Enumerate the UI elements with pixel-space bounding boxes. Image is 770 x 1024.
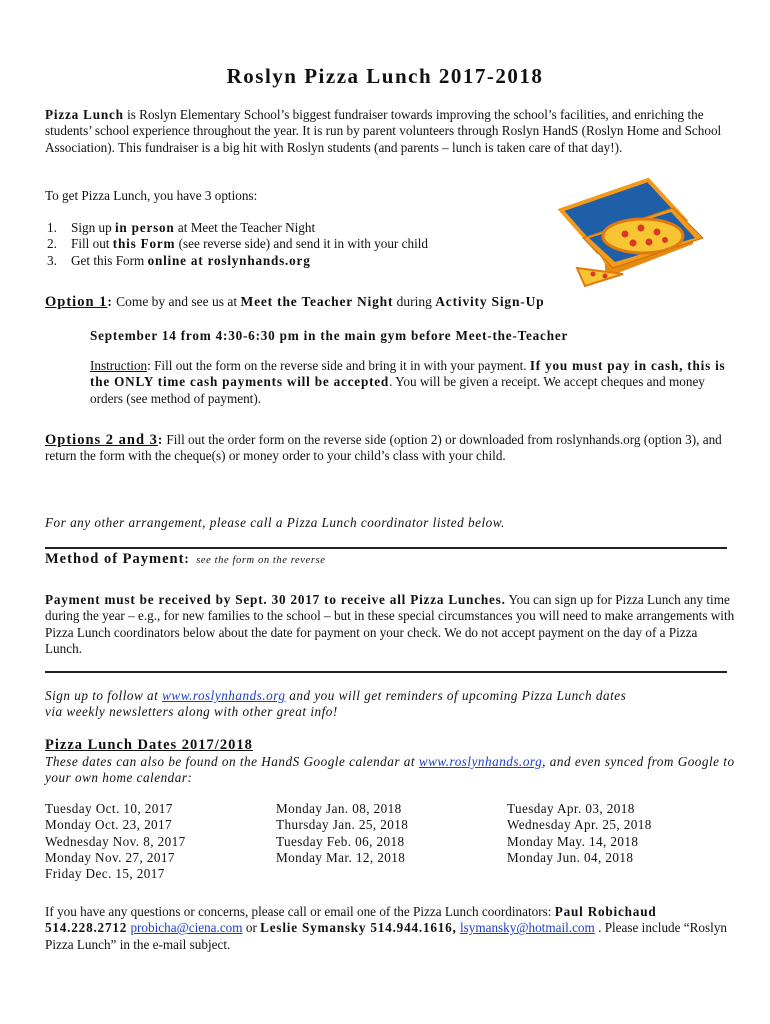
roslynhands-link[interactable]: www.roslynhands.org [162, 688, 286, 703]
date-item: Tuesday Oct. 10, 2017 [45, 801, 173, 816]
options-intro: To get Pizza Lunch, you have 3 options: [45, 188, 258, 203]
option1-instruction: Instruction: Fill out the form on the reverse side and bring it in with your payment. If you must pay in cash, this is the ONLY time cash payments will be accepted. You will be given a receipt. We accept cheques and money orders (see method of payment). [90, 358, 726, 406]
coordinator-1: Paul Robichaud 514.228.2712 [45, 904, 657, 936]
date-item: Monday Oct. 23, 2017 [45, 817, 173, 833]
calendar-link[interactable]: www.roslynhands.org [418, 754, 543, 769]
intro-paragraph [45, 107, 735, 156]
coordinator-2: Leslie Symansky 514.944.1616, [260, 920, 457, 936]
date-item: Friday Dec. 15, 2017 [45, 866, 165, 882]
option1-schedule: September 14 from 4:30-6:30 pm in the main gym before Meet-the-Teacher [90, 328, 569, 343]
follow-paragraph: Sign up to follow at www.roslynhands.org and you will get reminders of upcoming Pizza Lunch dates via weekly newsletters along with other great info! [45, 688, 627, 720]
pizza-box-illustration [553, 172, 723, 292]
option23-heading: Options 2 and 3 [45, 432, 158, 448]
intro-text: is Roslyn Elementary School’s biggest fundraiser towards improving the school’s facilities, and enriching the students’ school experience throughout the year. It is run by parent volunteers through Roslyn HandS (Roslyn Home and School Association). This fundraiser is a big hit with Roslyn students (and parents – lunch is taken care of that day!). [45, 107, 722, 155]
option-item: 3. Get this Form online at roslynhands.org [47, 252, 311, 268]
other-arrangement: For any other arrangement, please call a Pizza Lunch coordinator listed below. [45, 515, 505, 530]
dates-column [45, 801, 275, 882]
date-item: Thursday Jan. 25, 2018 [276, 817, 409, 833]
email-link-2[interactable]: lsymansky@hotmail.com [459, 920, 595, 936]
divider [45, 547, 727, 549]
options-list [45, 220, 515, 269]
date-item: Tuesday Feb. 06, 2018 [276, 833, 405, 849]
intro-lead: Pizza Lunch [45, 107, 124, 122]
payment-heading-line: Method of Payment: see the form on the reverse [45, 551, 326, 567]
option1-line: Option 1: Come by and see us at Meet the Teacher Night during Activity Sign-Up [45, 294, 545, 310]
date-item: Monday Mar. 12, 2018 [276, 849, 406, 865]
dates-column [276, 801, 506, 866]
dates-column [507, 801, 737, 866]
divider [45, 671, 727, 673]
option-item: 2. Fill out this Form (see reverse side) and send it in with your child [47, 236, 428, 252]
date-item: Monday Jan. 08, 2018 [276, 801, 402, 816]
date-item: Monday Nov. 27, 2017 [45, 849, 175, 865]
dates-heading-line [45, 737, 735, 753]
date-item: Wednesday Nov. 8, 2017 [45, 833, 186, 849]
email-link-1[interactable]: probicha@ciena.com [130, 920, 243, 936]
date-item: Tuesday Apr. 03, 2018 [507, 801, 635, 816]
date-item: Monday May. 14, 2018 [507, 833, 639, 849]
option23-paragraph: Options 2 and 3: Fill out the order form on the reverse side (option 2) or downloaded from roslynhands.org (option 3), and return the form with the cheque(s) or money order to your child’s class with your child. [45, 432, 722, 464]
calendar-note: These dates can also be found on the HandS Google calendar at www.roslynhands.org, and even synced from Google to your own home calendar: [45, 754, 735, 786]
option1-heading: Option 1 [45, 294, 108, 310]
dates-heading: Pizza Lunch Dates 2017/2018 [45, 737, 253, 753]
option-item: 1. Sign up in person at Meet the Teacher Night [47, 220, 316, 235]
page-title: Roslyn Pizza Lunch 2017-2018 [226, 64, 544, 88]
payment-paragraph: Payment must be received by Sept. 30 2017 to receive all Pizza Lunches. You can sign up for Pizza Lunch any time during the year – e.g., for new families to the school – but in these special circumstances you will need to make arrangements with Pizza Lunch coordinators below about the date for payment on your check. We do not accept payment on the day of a Pizza Lunch. [45, 592, 735, 656]
date-item: Monday Jun. 04, 2018 [507, 849, 634, 865]
payment-heading: Method of Payment [45, 551, 185, 567]
date-item: Wednesday Apr. 25, 2018 [507, 817, 652, 833]
contact-paragraph: If you have any questions or concerns, please call or email one of the Pizza Lunch coordinators: Paul Robichaud 514.228.2712 probicha@ciena.com or Leslie Symansky 514.944.1616, lsymansky@hotmail.com . Please include “Roslyn Pizza Lunch” in the e-mail subject. [45, 904, 728, 952]
